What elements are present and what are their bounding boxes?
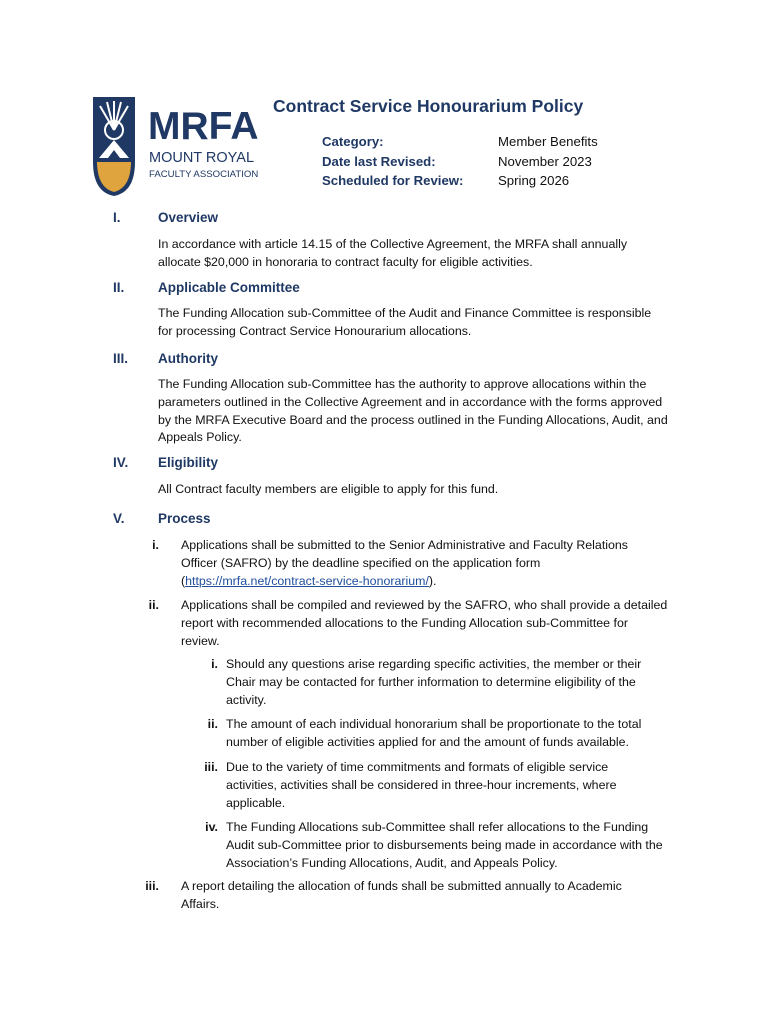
body-line: allocate $20,000 in honoraria to contract faculty for eligible activities. (158, 254, 533, 269)
body-line: by the MRFA Executive Board and the process outlined in the Funding Allocations, Audit, and (158, 412, 668, 427)
link-paren-open: ( (181, 573, 186, 588)
link-paren-close: ). (428, 573, 437, 588)
logo-line1: MOUNT ROYAL (149, 150, 255, 166)
category-label: Category: (322, 134, 384, 149)
item-line: review. (181, 633, 220, 648)
section-number: IV. (113, 455, 129, 470)
category-value: Member Benefits (498, 134, 598, 149)
body-line: In accordance with article 14.15 of the Collective Agreement, the MRFA shall annually (158, 237, 628, 251)
subitem-line: Association’s Funding Allocations, Audit, and Appeals Policy. (226, 855, 558, 870)
item-line: Officer (SAFRO) by the deadline specified on the application form (181, 555, 541, 570)
mrfa-logo (90, 92, 270, 200)
meta-revised-row (322, 152, 598, 172)
process-item (145, 878, 701, 914)
item-number: iii. (145, 879, 159, 893)
mrfa-logo-mark (90, 92, 270, 200)
item-line: Applications shall be compiled and reviewed by the SAFRO, who shall provide a detailed (181, 598, 668, 612)
body-line: All Contract faculty members are eligible to apply for this fund. (158, 482, 499, 496)
revised-label: Date last Revised: (322, 153, 436, 169)
section-body-eligibility (158, 481, 688, 499)
section-number: V. (113, 511, 125, 526)
process-subitem (204, 759, 696, 812)
item-number: i. (152, 538, 159, 552)
section-heading-overview: Overview (158, 210, 219, 225)
body-line: for processing Contract Service Honourarium allocations. (158, 323, 472, 338)
logo-line2: FACULTY ASSOCIATION (149, 169, 259, 180)
process-item (148, 597, 701, 650)
body-line: The Funding Allocation sub-Committee has the authority to approve allocations within the (158, 377, 647, 391)
section-body-applicable-committee (158, 305, 688, 341)
subitem-line: applicable. (226, 795, 286, 810)
item-number: ii. (148, 598, 159, 612)
process-item (152, 537, 701, 590)
item-line-link (181, 573, 701, 591)
subitem-line: activities, activities shall be considered in three-hour increments, where (226, 777, 617, 792)
item-line: A report detailing the allocation of funds shall be submitted annually to Academic (181, 879, 622, 893)
subitem-line: The Funding Allocations sub-Committee shall refer allocations to the Funding (226, 820, 649, 834)
section-number: I. (113, 210, 121, 225)
subitem-line: The amount of each individual honorarium shall be proportionate to the total (226, 717, 642, 731)
body-line: parameters outlined in the Collective Agreement and in accordance with the forms approved (158, 394, 663, 409)
item-line: report with recommended allocations to the Funding Allocation sub-Committee for (181, 615, 628, 630)
review-value: Spring 2026 (498, 173, 570, 188)
meta-review-row (322, 171, 598, 191)
subitem-line: Due to the variety of time commitments and formats of eligible service (226, 760, 609, 774)
body-line: Appeals Policy. (158, 430, 242, 445)
process-subitem (205, 819, 696, 872)
subitem-line: number of eligible activities applied for and the amount of funds available. (226, 734, 629, 749)
subitem-line: Chair may be contacted for further information to determine eligibility of the (226, 674, 636, 689)
review-label: Scheduled for Review: (322, 173, 464, 188)
process-subitem (207, 716, 696, 752)
subitem-line: Audit sub-Committee prior to disbursements being made in accordance with the (226, 837, 663, 852)
section-number: III. (113, 351, 129, 366)
section-number: II. (113, 280, 125, 295)
policy-meta (322, 132, 598, 191)
application-form-link[interactable]: https://mrfa.net/contract-service-honorarium/ (185, 573, 429, 588)
page-title: Contract Service Honourarium Policy (273, 96, 584, 116)
section-heading-applicable-committee: Applicable Committee (158, 280, 300, 295)
body-line: The Funding Allocation sub-Committee of the Audit and Finance Committee is responsible (158, 306, 652, 320)
process-subitem (211, 656, 696, 709)
section-heading-authority: Authority (158, 351, 218, 366)
section-body-overview (158, 236, 688, 272)
subitem-number: ii. (207, 717, 218, 731)
subitem-line: activity. (226, 692, 267, 707)
meta-category-row (322, 132, 598, 152)
item-line: Applications shall be submitted to the Senior Administrative and Faculty Relations (181, 538, 628, 552)
revised-value: November 2023 (498, 153, 592, 169)
subitem-number: iv. (205, 820, 218, 834)
item-line: Affairs. (181, 896, 220, 911)
section-heading-eligibility: Eligibility (158, 455, 219, 470)
section-heading-process: Process (158, 511, 211, 526)
subitem-number: iii. (204, 760, 218, 774)
subitem-number: i. (211, 657, 218, 671)
subitem-line: Should any questions arise regarding specific activities, the member or their (226, 657, 642, 671)
section-body-authority (158, 376, 688, 447)
logo-acronym: MRFA (148, 105, 259, 148)
